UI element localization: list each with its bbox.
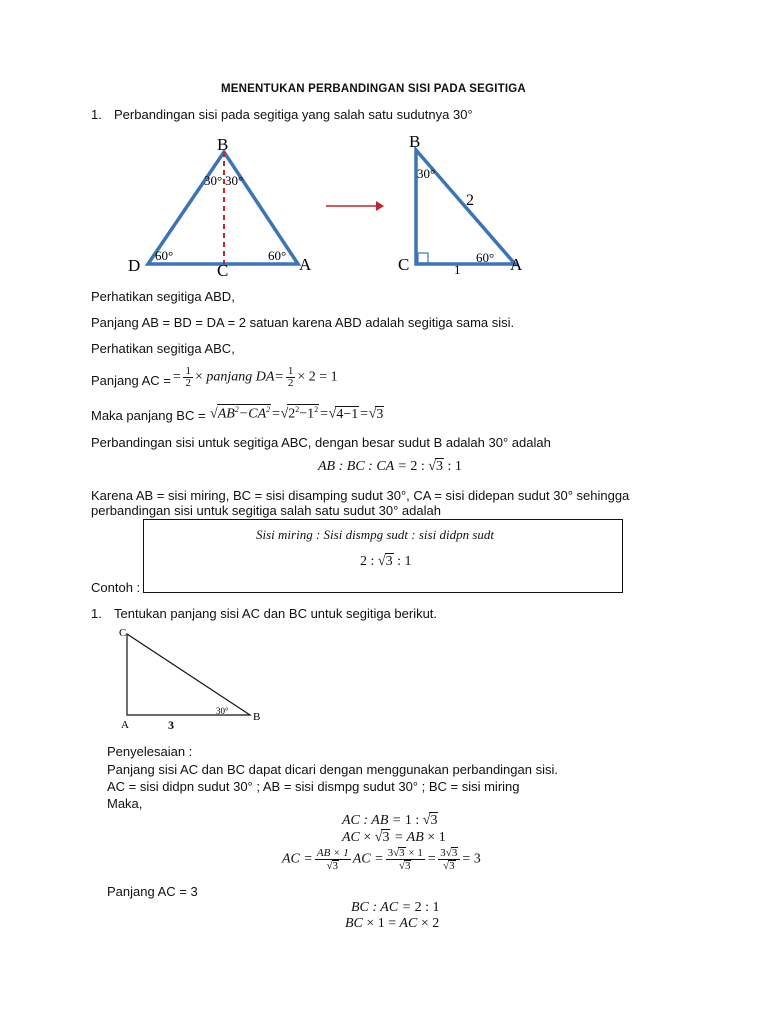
eq-ac-solve: AC = $\frac{AB \times 1}{√3}$ AC = $\frac{3√3 \times 1}{√3}$ = $\frac{3√3}{√3}$ = 3	[282, 846, 481, 872]
section-number: 1.	[91, 107, 102, 122]
right-triangle-figure	[392, 128, 542, 278]
angle-30: 30°	[417, 166, 436, 181]
label-b: B	[217, 135, 229, 154]
right-angle-marker	[418, 253, 428, 263]
label-a: A	[121, 719, 129, 731]
eq-bc-cross: BC × 1 = AC × 2	[345, 916, 440, 931]
paragraph: Perhatikan segitiga ABC,	[91, 341, 235, 356]
bc-label: Maka panjang BC =	[91, 408, 206, 423]
label-d: D	[128, 256, 141, 275]
label-b: B	[409, 132, 421, 151]
arrow-icon	[322, 198, 386, 214]
formula-ac: = $\frac{1}{2}$ × panjang DA= $\frac{1}{2}$ × 2 = 1	[172, 365, 338, 389]
angle-30-left: 30°	[204, 173, 223, 188]
paragraph: Perbandingan sisi untuk segitiga ABC, dengan besar sudut B adalah 30° adalah	[91, 435, 551, 450]
section-heading: Perbandingan sisi pada segitiga yang salah satu sudutnya 30°	[114, 107, 473, 122]
side-ab-length: 3	[168, 718, 174, 732]
eq-ac-ab-ratio: AC : AB = 1 : √3	[342, 813, 438, 828]
ratio-box-values: 2 : √3 : 1	[360, 554, 412, 569]
ratio-box-words: Sisi miring : Sisi dismpg sudt : sisi didpn sudt	[256, 527, 494, 542]
solution-line: Panjang sisi AC dan BC dapat dicari dengan menggunakan perbandingan sisi.	[107, 762, 558, 777]
label-c: C	[119, 627, 127, 639]
eq-bc-ac-ratio: BC : AC = 2 : 1	[351, 900, 440, 915]
label-c: C	[217, 261, 229, 280]
example-number: 1.	[91, 606, 102, 621]
equilateral-triangle-figure	[120, 130, 320, 280]
label-b: B	[253, 711, 261, 723]
paragraph: Panjang AB = BD = DA = 2 satuan karena ABD adalah segitiga sama sisi.	[91, 315, 515, 330]
angle-60-right: 60°	[268, 248, 287, 263]
paragraph: perbandingan sisi untuk segitiga salah satu sudut 30° adalah	[91, 503, 441, 518]
label-a: A	[299, 255, 312, 274]
triangle-abc	[127, 634, 250, 715]
solution-line: AC = sisi didpn sudut 30° ; AB = sisi dismpg sudut 30° ; BC = sisi miring	[107, 779, 520, 794]
eq-ac-cross: AC × √3 = AB × 1	[342, 830, 446, 845]
paragraph: Karena AB = sisi miring, BC = sisi disamping sudut 30°, CA = sisi didepan sudut 30° sehingga	[91, 488, 630, 503]
penyelesaian-label: Penyelesaian :	[107, 744, 193, 759]
side-ca-length: 1	[454, 262, 461, 277]
side-ab-length: 2	[466, 192, 474, 209]
angle-b: 30°	[216, 706, 229, 716]
contoh-label: Contoh :	[91, 580, 141, 595]
angle-30-right: 30°	[225, 173, 244, 188]
result-ac: Panjang AC = 3	[107, 884, 198, 899]
example-question: Tentukan panjang sisi AC dan BC untuk segitiga berikut.	[114, 606, 438, 621]
solution-line: Maka,	[107, 796, 143, 811]
angle-60-left: 60°	[155, 248, 174, 263]
ac-label: Panjang AC =	[91, 373, 171, 388]
angle-60: 60°	[476, 250, 495, 265]
page-title: MENENTUKAN PERBANDINGAN SISI PADA SEGITIGA	[221, 83, 526, 95]
example-triangle-figure	[112, 622, 272, 734]
formula-bc: $√AB^2-CA^2=√2^2-1^2=√4-1=√3$	[210, 405, 384, 422]
paragraph: Perhatikan segitiga ABD,	[91, 289, 235, 304]
label-c: C	[398, 255, 410, 274]
ratio-ab-bc-ca: AB : BC : CA = 2 : √3 : 1	[318, 459, 462, 474]
label-a: A	[510, 255, 523, 274]
